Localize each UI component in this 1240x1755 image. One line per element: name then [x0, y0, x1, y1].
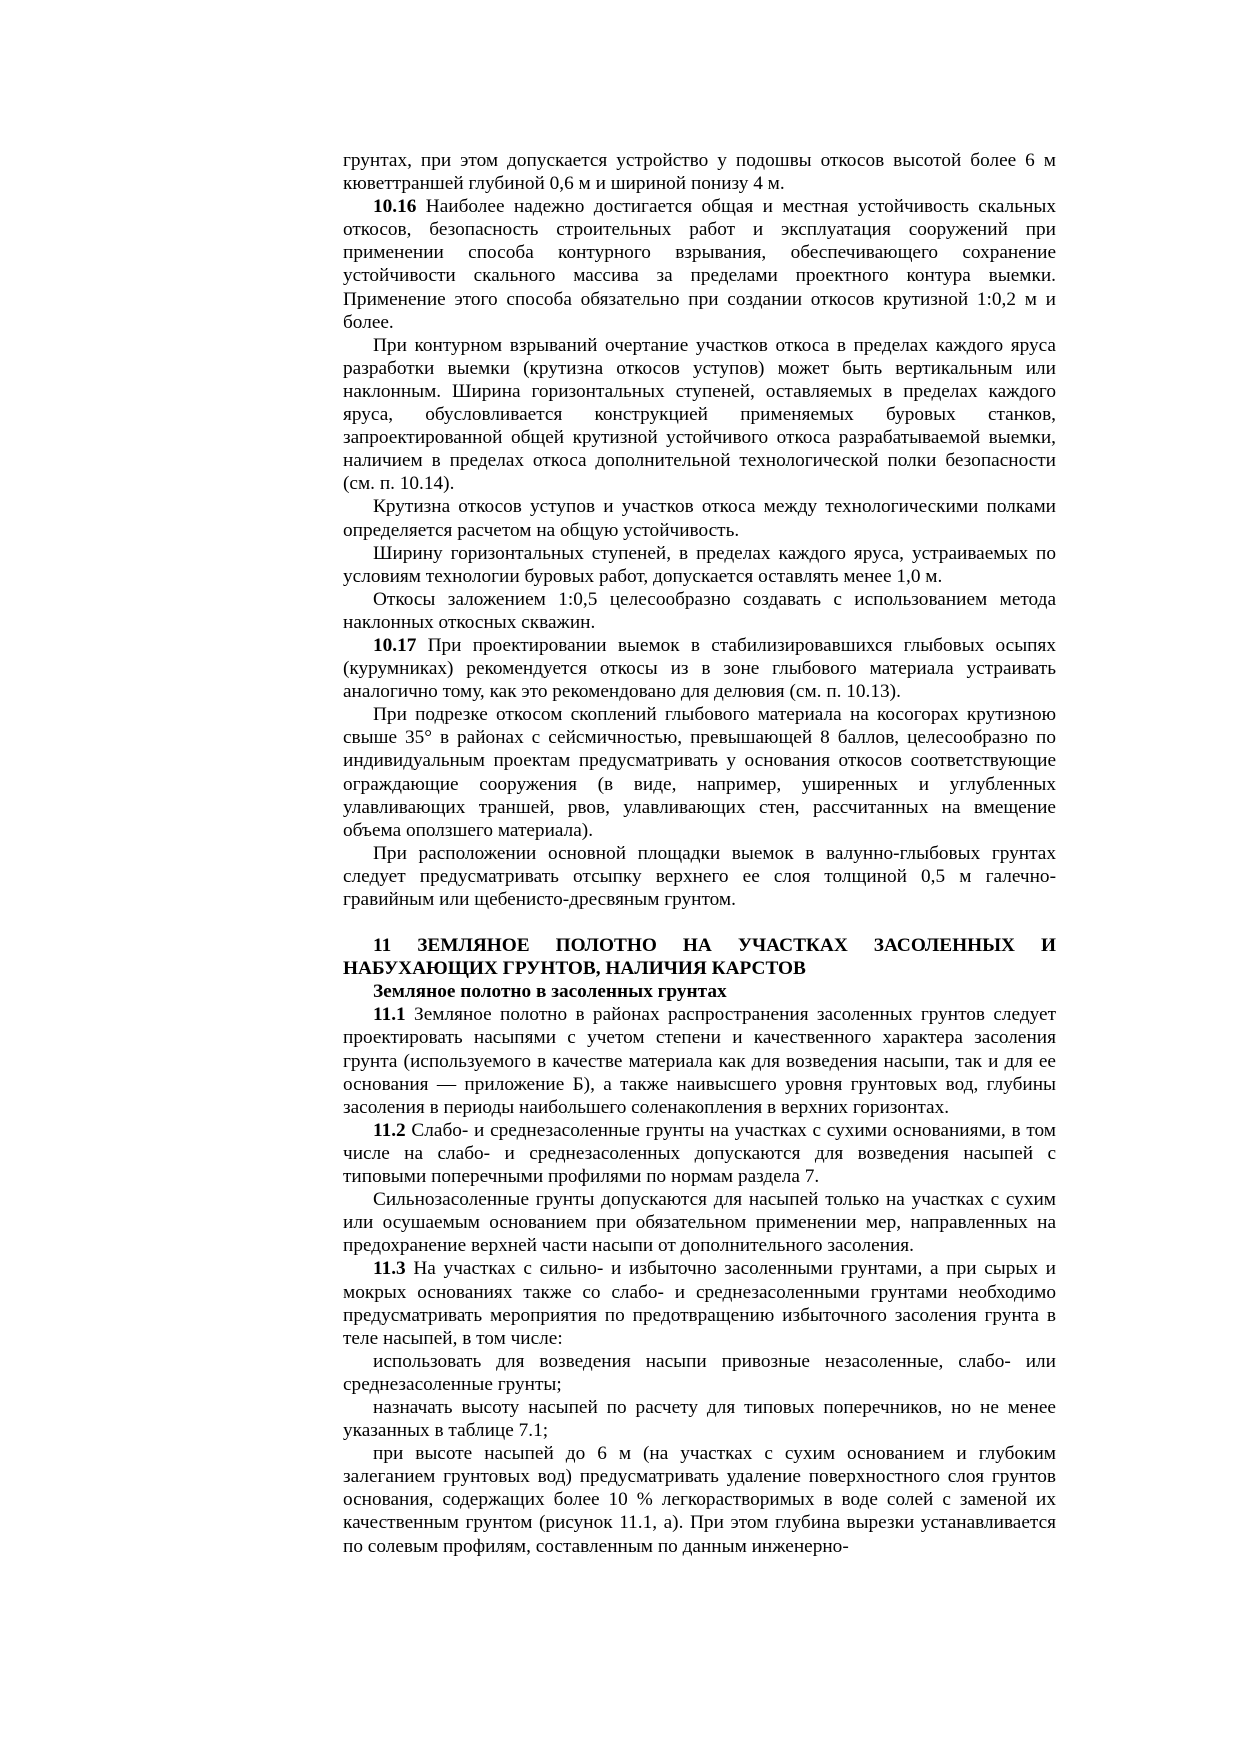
paragraph-text: Наиболее надежно достигается общая и местная устойчивость скальных откосов, безопасность строительных работ и эксплуатация сооружений при применении способа контурного взрывания, обеспечивающего сохранение устойчивости скального массива за пределами проектного контура выемки. Применение этого способа обязательно при создании откосов крутизной 1:0,2 м и более. — [343, 196, 1056, 333]
numbered-paragraph — [343, 1003, 1056, 1118]
paragraph-text: назначать высоту насыпей по расчету для типовых поперечников, но не менее указанных в таблице 7.1; — [343, 1396, 1056, 1442]
paragraph-text: Земляное полотно в районах распространения засоленных грунтов следует проектировать насыпями с учетом степени и качественного характера засоления грунта (используемого в качестве материала как для возведения насыпи, так и для ее основания — приложение Б), а также наивысшего уровня грунтовых вод, глубины засоления в периоды наибольшего соленакопления в верхних горизонтах. — [343, 1004, 1056, 1118]
paragraph-text: использовать для возведения насыпи привозные незасоленные, слабо- или среднезасоленные грунты; — [343, 1350, 1056, 1395]
paragraph-text: Сильнозасоленные грунты допускаются для насыпей только на участках с сухим или осушаемым основанием при обязательном применении мер, направленных на предохранение верхней части насыпи от дополнительного засоления. — [343, 1189, 1056, 1257]
document-page — [343, 149, 1056, 1558]
paragraph — [343, 1442, 1056, 1557]
paragraph — [343, 1350, 1056, 1396]
numbered-paragraph — [343, 634, 1056, 703]
paragraph — [343, 1188, 1056, 1257]
paragraph-text: При проектировании выемок в стабилизировавшихся глыбовых осыпях (курумниках) рекомендуется откосы из в зоне глыбового материала устраивать аналогично тому, как это рекомендовано для делювия (см. п. 10.13). — [343, 634, 1056, 703]
section-heading — [343, 934, 1056, 980]
paragraph-text: Земляное полотно в засоленных грунтах — [373, 981, 727, 1003]
paragraph-text: 11 ЗЕМЛЯНОЕ ПОЛОТНО НА УЧАСТКАХ ЗАСОЛЕННЫХ И НАБУХАЮЩИХ ГРУНТОВ, НАЛИЧИЯ КАРСТОВ — [343, 935, 1056, 980]
paragraph-text: Откосы заложением 1:0,5 целесообразно создавать с использованием метода наклонных откосных скважин. — [343, 588, 1056, 633]
clause-number: 10.16 — [373, 196, 417, 218]
paragraph-text: На участках с сильно- и избыточно засоленными грунтами, а при сырых и мокрых основаниях также со слабо- и среднезасоленными грунтами необходимо предусматривать мероприятия по предотвращению избыточного засоления грунта в теле насыпей, в том числе: — [343, 1258, 1056, 1349]
paragraph-text: Крутизна откосов уступов и участков откоса между технологическими полками определяется расчетом на общую устойчивость. — [343, 496, 1056, 541]
clause-number: 11.1 — [373, 1004, 406, 1026]
numbered-paragraph — [343, 195, 1056, 334]
numbered-paragraph — [343, 1119, 1056, 1188]
paragraph — [343, 588, 1056, 634]
paragraph-text: При подрезке откосом скоплений глыбового материала на косогорах крутизною свыше 35° в районах с сейсмичностью, превышающей 8 баллов, целесообразно по индивидуальным проектам предусматривать у основания откосов соответствующие ограждающие сооружения (в виде, например, уширенных и углубленных улавливающих траншей, рвов, улавливающих стен, рассчитанных на вмещение объема оползшего материала). — [343, 704, 1056, 841]
section-gap — [343, 911, 1056, 934]
numbered-paragraph — [343, 1257, 1056, 1349]
paragraph-text: грунтах, при этом допускается устройство у подошвы откосов высотой более 6 м кюветтраншей глубиной 0,6 м и шириной понизу 4 м. — [343, 150, 1056, 195]
paragraph — [343, 334, 1056, 496]
paragraph — [343, 703, 1056, 842]
paragraph — [343, 542, 1056, 588]
clause-number: 11.2 — [373, 1119, 406, 1141]
clause-number: 11.3 — [373, 1258, 406, 1280]
paragraph — [343, 1396, 1056, 1442]
paragraph — [343, 495, 1056, 541]
paragraph-text: Ширину горизонтальных ступеней, в пределах каждого яруса, устраиваемых по условиям технологии буровых работ, допускается оставлять менее 1,0 м. — [343, 542, 1056, 587]
paragraph-text: При расположении основной площадки выемок в валунно-глыбовых грунтах следует предусматривать отсыпку верхнего ее слоя толщиной 0,5 м галечно-гравийным или щебенисто-дресвяным грунтом. — [343, 842, 1056, 910]
clause-number: 10.17 — [373, 634, 417, 656]
paragraph — [343, 149, 1056, 195]
paragraph — [343, 842, 1056, 911]
paragraph-text: при высоте насыпей до 6 м (на участках с сухим основанием и глубоким залеганием грунтовых вод) предусматривать удаление поверхностного слоя грунтов основания, содержащих более 10 % легкорастворимых в воде солей с заменой их качественным грунтом (рисунок 11.1, а). При этом глубина вырезки устанавливается по солевым профилям, составленным по данным инженерно- — [343, 1443, 1056, 1557]
paragraph-text: Слабо- и среднезасоленные грунты на участках с сухими основаниями, в том числе на слабо- и среднезасоленных допускаются для возведения насыпей с типовыми поперечными профилями по нормам раздела 7. — [343, 1119, 1056, 1188]
subsection-heading — [343, 980, 1056, 1003]
paragraph-text: При контурном взрываний очертание участков откоса в пределах каждого яруса разработки выемки (крутизна откосов уступов) может быть вертикальным или наклонным. Ширина горизонтальных ступеней, оставляемых в пределах каждого яруса, обусловливается конструкцией применяемых буровых станков, запроектированной общей крутизной устойчивого откоса разрабатываемой выемки, наличием в пределах откоса дополнительной технологической полки безопасности (см. п. 10.14). — [343, 334, 1056, 495]
